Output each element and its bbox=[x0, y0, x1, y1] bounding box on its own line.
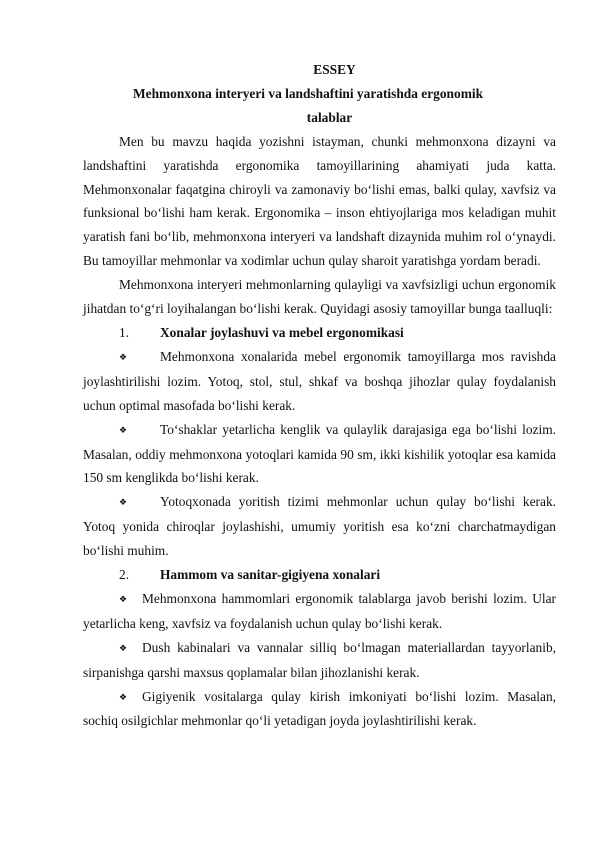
document-subtitle-line1: Mehmonxona interyeri va landshaftini yaratishda ergonomik bbox=[133, 85, 484, 101]
section-heading-text: Xonalar joylashuvi va mebel ergonomikasi bbox=[160, 324, 404, 340]
list-item: ❖ Gigiyenik vositalarga qulay kirish imkoniyati bo‘lishi lozim. Masalan, sochiq osilgichlar mehmonlar qo‘li yetadigan joyda joylashtirilishi kerak. bbox=[83, 685, 556, 734]
list-item: ❖ Mehmonxona xonalarida mebel ergonomik tamoyillarga mos ravishda joylashtirilishi lozim. Yotoq, stol, stul, shkaf va boshqa jihozlar qulay foydalanish uchun optimal masofada bo‘lishi kerak. bbox=[83, 345, 556, 418]
bullet-diamond-icon: ❖ bbox=[119, 642, 128, 653]
section-heading-2 bbox=[83, 563, 556, 587]
list-item: ❖ Yotoqxonada yoritish tizimi mehmonlar uchun qulay bo‘lishi kerak. Yotoq yonida chiroqlar joylashishi, umumiy yoritish esa ko‘zni charchatmaydigan bo‘lishi muhim. bbox=[83, 490, 556, 563]
bullet-diamond-icon: ❖ bbox=[119, 424, 128, 435]
list-item: ❖ To‘shaklar yetarlicha kenglik va qulaylik darajasiga ega bo‘lishi lozim. Masalan, oddiy mehmonxona yotoqlari kamida 90 sm, ikki kishilik yotoqlar esa kamida 150 sm kenglikda bo‘lishi kerak. bbox=[83, 418, 556, 491]
paragraph-principles: Mehmonxona interyeri mehmonlarning qulayligi va xavfsizligi uchun ergonomik jihatdan to‘g‘ri loyihalangan bo‘lishi kerak. Quyidagi asosiy tamoyillar bunga taalluqli: bbox=[83, 277, 556, 317]
list-item: ❖ Dush kabinalari va vannalar silliq bo‘lmagan materiallardan tayyorlanib, sirpanishga qarshi maxsus qoplamalar bilan jihozlanishi kerak. bbox=[83, 636, 556, 685]
section-number: 2. bbox=[119, 567, 130, 583]
paragraph-intro: Men bu mavzu haqida yozishni istayman, chunki mehmonxona dizayni va landshaftini yaratishda ergonomika tamoyillarining ahamiyati juda katta. Mehmonxonalar faqatgina chiroyli va zamonaviy bo‘lishi emas, balki qulay, xavfsiz va funksional bo‘lishi ham kerak. Ergonomika – inson ehtiyojlariga mos keladigan muhit yaratish fani bo‘lib, mehmonxona interyeri va landshaft dizaynida muhim rol o‘ynaydi. Bu tamoyillar mehmonlar va xodimlar uchun qulay sharoit yaratishga yordam beradi. bbox=[83, 133, 556, 269]
bullet-diamond-icon: ❖ bbox=[119, 351, 128, 362]
section-heading-1 bbox=[83, 321, 556, 345]
section-heading-text: Hammom va sanitar-gigiyena xonalari bbox=[160, 567, 381, 583]
section-number: 1. bbox=[119, 324, 130, 340]
list-item: ❖ Mehmonxona hammomlari ergonomik talablarga javob berishi lozim. Ular yetarlicha keng, xavfsiz va foydalanish uchun qulay bo‘lishi kerak. bbox=[83, 587, 556, 636]
document-subtitle-line2: talablar bbox=[306, 109, 353, 125]
bullet-diamond-icon: ❖ bbox=[119, 593, 128, 604]
bullet-diamond-icon: ❖ bbox=[119, 691, 128, 702]
document-title: ESSEY bbox=[313, 62, 356, 77]
document-page bbox=[83, 58, 556, 733]
bullet-diamond-icon: ❖ bbox=[119, 497, 128, 508]
